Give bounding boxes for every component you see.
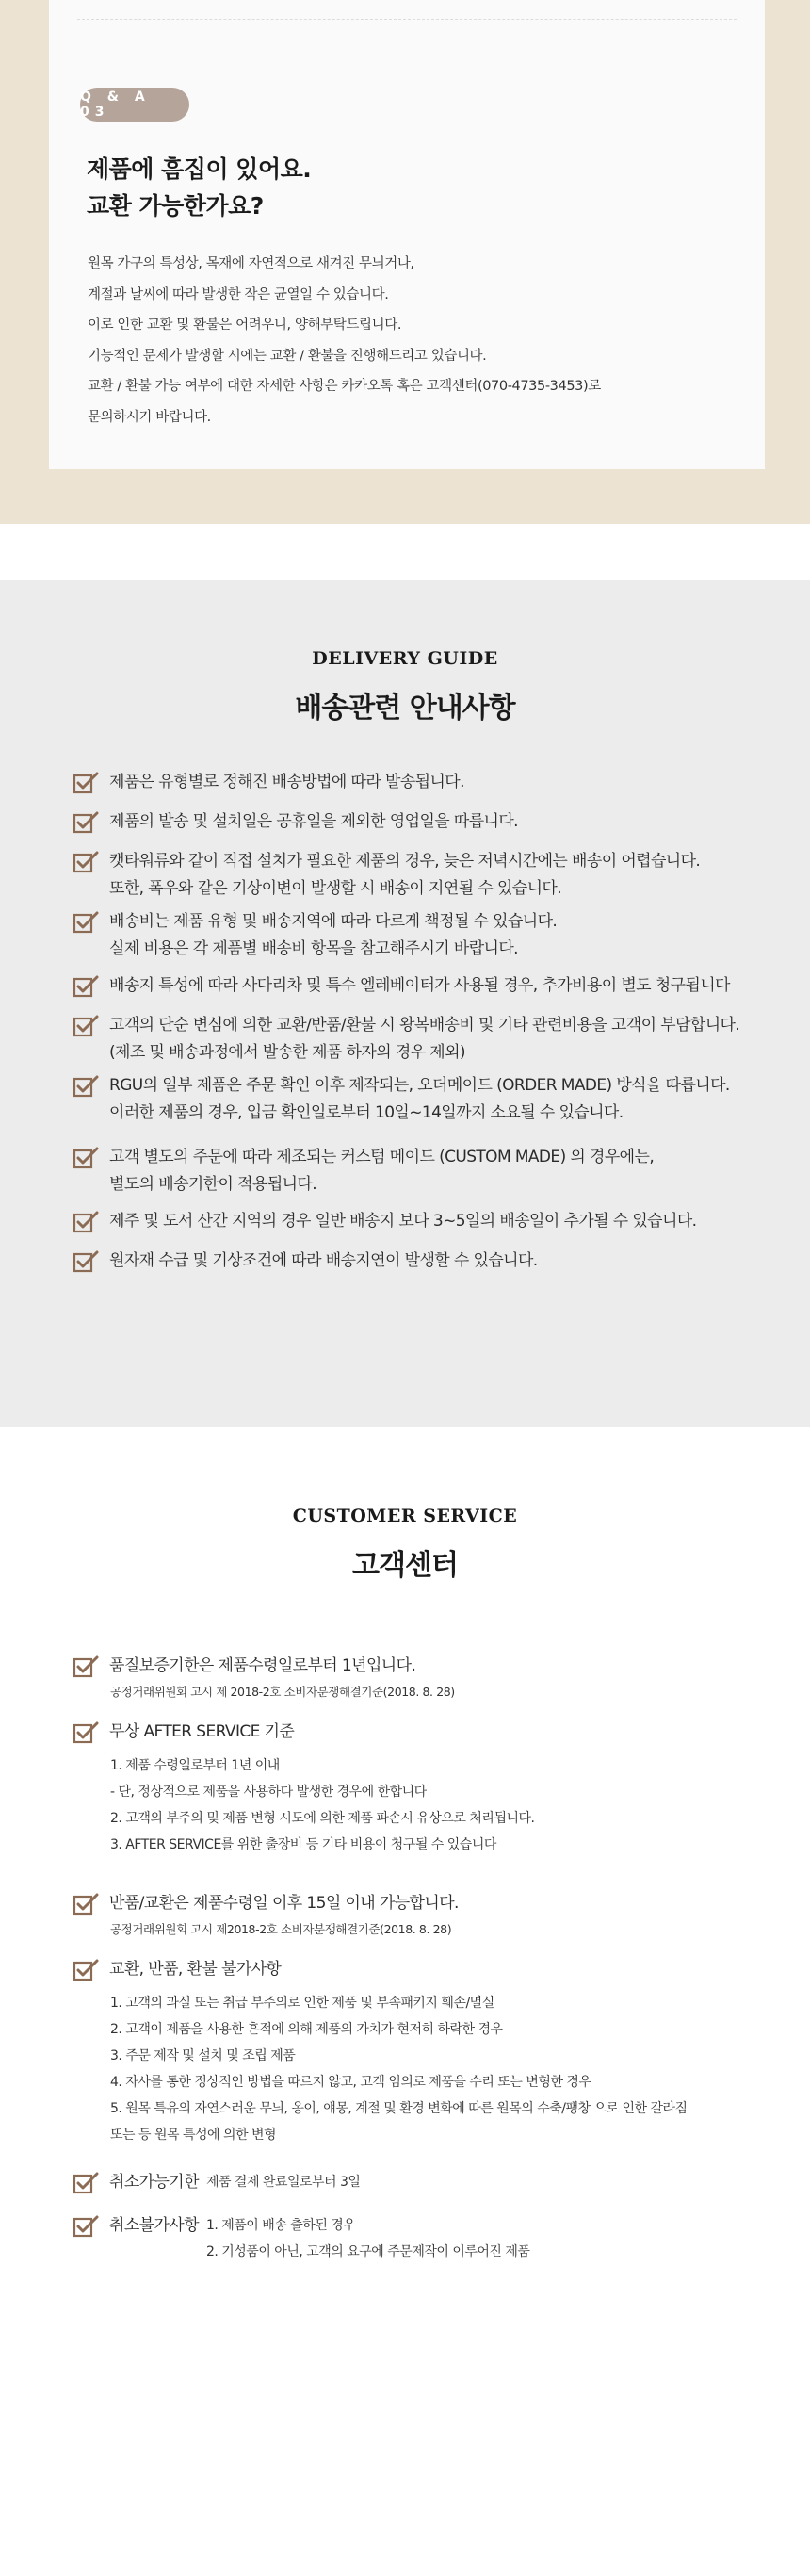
checkbox-icon	[73, 1015, 100, 1037]
returns-title: 반품/교환은 제품수령일 이후 15일 이내 가능합니다.	[109, 1894, 459, 1913]
checkbox-icon	[73, 1211, 100, 1233]
divider	[77, 19, 737, 20]
list-item	[73, 1653, 415, 1679]
list-line: 배송비는 제품 유형 및 배송지역에 따라 다르게 책정될 수 있습니다.	[109, 912, 558, 931]
not-allowed-title: 교환, 반품, 환불 불가사항	[109, 1960, 282, 1979]
list-line: 2. 고객이 제품을 사용한 흔적에 의해 제품의 가치가 현저히 하락한 경우	[110, 2022, 503, 2037]
checkbox-icon	[73, 2215, 100, 2238]
list-line: 제주 및 도서 산간 지역의 경우 일반 배송지 보다 3~5일의 배송일이 추가될 수 있습니다.	[109, 1212, 697, 1231]
qa-answer-line: 기능적인 문제가 발생할 시에는 교환 / 환불을 진행해드리고 있습니다.	[88, 348, 487, 364]
list-line: 2. 고객의 부주의 및 제품 변형 시도에 의한 제품 파손시 유상으로 처리됩니다.	[110, 1811, 535, 1826]
checkbox-icon	[73, 2172, 100, 2194]
list-item	[73, 1956, 281, 1982]
qa-section	[0, 0, 810, 524]
cancel-period-note: 제품 결제 완료일로부터 3일	[205, 2175, 361, 2190]
warranty-title: 품질보증기한은 제품수령일로부터 1년입니다.	[109, 1656, 416, 1675]
section-heading-ko: 배송관련 안내사항	[295, 692, 515, 725]
checkbox-icon	[73, 1147, 100, 1169]
list-item-text	[109, 1012, 739, 1067]
list-line: 1. 제품 수령일로부터 1년 이내	[110, 1758, 280, 1773]
checkbox-icon	[73, 1959, 100, 1981]
list-item	[73, 972, 730, 1000]
list-item-text	[109, 1208, 696, 1235]
list-item	[73, 1719, 294, 1745]
list-item-text	[109, 1144, 654, 1198]
not-allowed-list	[110, 1990, 688, 2148]
qa-title-line: 교환 가능한가요?	[87, 192, 264, 220]
list-line: - 단, 정상적으로 제품을 사용하다 발생한 경우에 한합니다	[110, 1785, 427, 1800]
list-line: 이러한 제품의 경우, 입금 확인일로부터 10일~14일까지 소요될 수 있습니다.	[109, 1103, 624, 1122]
list-item	[73, 908, 557, 963]
list-item-text	[109, 808, 518, 836]
list-line: RGU의 일부 제품은 주문 확인 이후 제작되는, 오더메이드 (ORDER MADE) 방식을 따릅니다.	[109, 1076, 730, 1095]
list-line: 별도의 배송기한이 적용됩니다.	[109, 1175, 317, 1194]
list-item-text	[109, 1247, 538, 1275]
qa-title	[87, 151, 311, 224]
checkbox-icon	[73, 811, 100, 834]
checkbox-icon	[73, 1893, 100, 1916]
checkbox-icon	[73, 851, 100, 873]
cancel-not-allowed-title: 취소불가사항	[109, 2216, 199, 2235]
list-line: 3. AFTER SERVICE를 위한 출장비 등 기타 비용이 청구될 수 있습니다	[110, 1837, 496, 1852]
free-as-list	[110, 1753, 534, 1858]
list-item-text	[109, 1072, 730, 1127]
list-line: 고객 별도의 주문에 따라 제조되는 커스텀 메이드 (CUSTOM MADE) 의 경우에는,	[109, 1148, 655, 1166]
list-line: 3. 주문 제작 및 설치 및 조립 제품	[110, 2048, 296, 2063]
qa-answer	[88, 249, 601, 432]
list-item	[73, 2169, 360, 2195]
list-item-text	[109, 972, 730, 1000]
list-line: (제조 및 배송과정에서 발송한 제품 하자의 경우 제외)	[109, 1043, 465, 1062]
list-item	[73, 808, 518, 836]
list-item	[73, 2212, 529, 2265]
section-heading-en: DELIVERY GUIDE	[312, 648, 498, 669]
customer-service-section	[0, 1427, 810, 2576]
checkbox-icon	[73, 772, 100, 794]
list-line: 1. 고객의 과실 또는 취급 부주의로 인한 제품 및 부속패키지 훼손/멸실	[110, 1996, 494, 2011]
cancel-period-title: 취소가능기한	[109, 2173, 199, 2192]
list-item-text	[109, 769, 464, 796]
list-line: 또한, 폭우와 같은 기상이변이 발생할 시 배송이 지연될 수 있습니다.	[109, 879, 562, 898]
checkbox-icon	[73, 975, 100, 998]
list-line: 제품은 유형별로 정해진 배송방법에 따라 발송됩니다.	[109, 773, 464, 791]
list-line: 캣타워류와 같이 직접 설치가 필요한 제품의 경우, 늦은 저녁시간에는 배송이 어렵습니다.	[109, 852, 701, 871]
checkbox-icon	[73, 1655, 100, 1678]
list-item	[73, 1208, 696, 1235]
section-heading-ko: 고객센터	[352, 1549, 458, 1582]
qa-answer-line: 계절과 날씨에 따라 발생한 작은 균열일 수 있습니다.	[88, 286, 389, 302]
checkbox-icon	[73, 1075, 100, 1098]
checkbox-icon	[73, 911, 100, 934]
qa-badge: Q & A 03	[80, 88, 189, 122]
list-line: 원자재 수급 및 기상조건에 따라 배송지연이 발생할 수 있습니다.	[109, 1251, 538, 1270]
list-item	[73, 1890, 459, 1916]
list-item-text	[109, 908, 557, 963]
list-item	[73, 1247, 538, 1275]
qa-answer-line: 교환 / 환불 가능 여부에 대한 자세한 사항은 카카오톡 혹은 고객센터(070-4735-3453)로	[88, 379, 601, 394]
list-line: 제품의 발송 및 설치일은 공휴일을 제외한 영업일을 따릅니다.	[109, 812, 518, 831]
free-as-title: 무상 AFTER SERVICE 기준	[109, 1722, 295, 1741]
qa-answer-line: 문의하시기 바랍니다.	[88, 409, 211, 425]
checkbox-icon	[73, 1721, 100, 1744]
returns-note: 공정거래위원회 고시 제2018-2호 소비자분쟁해결기준(2018. 8. 28)	[110, 1922, 452, 1936]
checkbox-icon	[73, 1250, 100, 1273]
list-line: 2. 기성품이 아닌, 고객의 요구에 주문제작이 이루어진 제품	[205, 2244, 530, 2259]
list-item	[73, 769, 464, 796]
list-item	[73, 1072, 730, 1127]
list-item	[73, 1012, 739, 1067]
list-line: 또는 등 원목 특성에 의한 변형	[110, 2128, 277, 2143]
qa-title-line: 제품에 흠집이 있어요.	[87, 155, 312, 183]
cancel-not-allowed-list	[206, 2212, 530, 2265]
warranty-note: 공정거래위원회 고시 제 2018-2호 소비자분쟁해결기준(2018. 8. 28)	[110, 1685, 455, 1699]
qa-answer-line: 원목 가구의 특성상, 목재에 자연적으로 새겨진 무늬거나,	[88, 256, 414, 271]
section-heading-en: CUSTOMER SERVICE	[292, 1506, 518, 1526]
list-line: 배송지 특성에 따라 사다리차 및 특수 엘레베이터가 사용될 경우, 추가비용이 별도 청구됩니다	[109, 976, 730, 995]
list-item-text	[109, 848, 700, 903]
list-item	[73, 1144, 654, 1198]
qa-answer-line: 이로 인한 교환 및 환불은 어려우니, 양해부탁드립니다.	[88, 318, 402, 333]
delivery-guide-section	[0, 580, 810, 1427]
list-line: 4. 자사를 통한 정상적인 방법을 따르지 않고, 고객 임의로 제품을 수리 또는 변형한 경우	[110, 2075, 591, 2090]
list-item	[73, 848, 700, 903]
list-line: 1. 제품이 배송 출하된 경우	[205, 2218, 356, 2233]
list-line: 고객의 단순 변심에 의한 교환/반품/환불 시 왕복배송비 및 기타 관련비용을 고객이 부담합니다.	[109, 1016, 740, 1035]
list-line: 실제 비용은 각 제품별 배송비 항목을 참고해주시기 바랍니다.	[109, 939, 518, 958]
list-line: 5. 원목 특유의 자연스러운 무늬, 옹이, 얘몽, 계절 및 환경 변화에 따른 원목의 수축/팽창 으로 인한 갈라짐	[110, 2101, 688, 2116]
